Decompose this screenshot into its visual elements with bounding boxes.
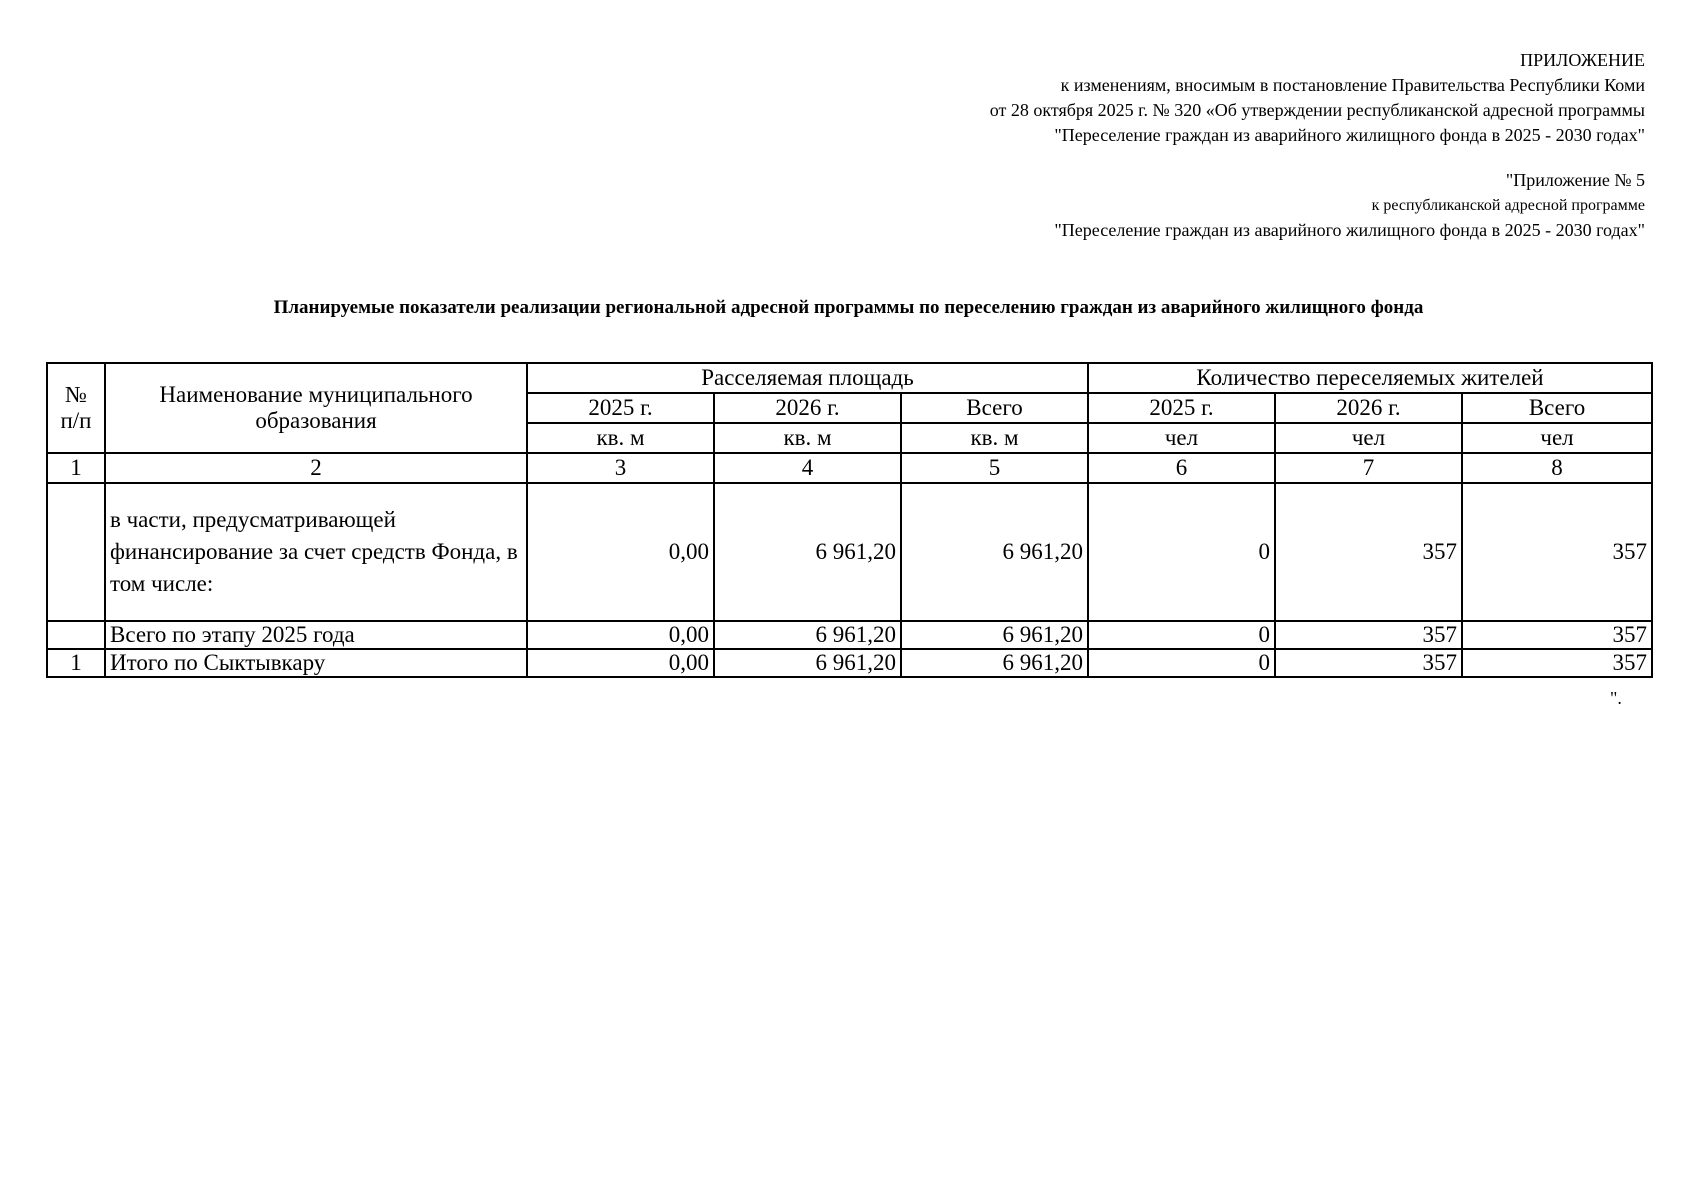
people-2025-value: 0 (1088, 483, 1275, 621)
table-row (47, 649, 1652, 677)
column-number: 5 (901, 453, 1088, 483)
column-number: 8 (1462, 453, 1652, 483)
header-area-group: Расселяемая площадь (527, 363, 1088, 393)
row-name: Итого по Сыктывкару (105, 649, 527, 677)
people-total-value: 357 (1462, 483, 1652, 621)
area-2025-value: 0,00 (527, 621, 714, 649)
column-number: 2 (105, 453, 527, 483)
unit-people-2026: чел (1275, 423, 1462, 453)
header-municipality-name: Наименование муниципального образования (105, 363, 527, 453)
resolution-reference: от 28 октября 2025 г. № 320 «Об утверждении республиканской адресной программы (989, 100, 1645, 120)
annex-program-name: "Переселение граждан из аварийного жилищного фонда в 2025 - 2030 годах" (1054, 220, 1645, 240)
header-number (47, 363, 105, 453)
area-total-value: 6 961,20 (901, 621, 1088, 649)
unit-area-2025: кв. м (527, 423, 714, 453)
people-2026-value: 357 (1275, 649, 1462, 677)
unit-area-total: кв. м (901, 423, 1088, 453)
header-number-abbr: п/п (60, 408, 92, 433)
row-number: 1 (47, 649, 105, 677)
header-people-group: Количество переселяемых жителей (1088, 363, 1652, 393)
area-2026-value: 6 961,20 (714, 483, 901, 621)
document-title: Планируемые показатели реализации региональной адресной программы по переселению граждан из аварийного жилищного фонда (273, 297, 1424, 318)
people-2025-value: 0 (1088, 649, 1275, 677)
header-people-2026: 2026 г. (1275, 393, 1462, 423)
area-2026-value: 6 961,20 (714, 621, 901, 649)
appendix-label: ПРИЛОЖЕНИЕ (1520, 50, 1645, 70)
row-name: в части, предусматривающей финансирование за счет средств Фонда, в том числе: (105, 483, 527, 621)
unit-people-2025: чел (1088, 423, 1275, 453)
annex-number: "Приложение № 5 (1505, 170, 1645, 190)
area-total-value: 6 961,20 (901, 483, 1088, 621)
header-area-total: Всего (901, 393, 1088, 423)
annex-reference: к республиканской адресной программе (1371, 197, 1645, 214)
column-number: 6 (1088, 453, 1275, 483)
header-people-2025: 2025 г. (1088, 393, 1275, 423)
header-area-2025: 2025 г. (527, 393, 714, 423)
row-name: Всего по этапу 2025 года (105, 621, 527, 649)
unit-people-total: чел (1462, 423, 1652, 453)
area-2025-value: 0,00 (527, 649, 714, 677)
header-area-2026: 2026 г. (714, 393, 901, 423)
closing-quote-mark: ". (1610, 688, 1622, 708)
row-number (47, 483, 105, 621)
program-name: "Переселение граждан из аварийного жилищного фонда в 2025 - 2030 годах" (1054, 125, 1645, 145)
area-2026-value: 6 961,20 (714, 649, 901, 677)
table-row (47, 483, 1652, 621)
unit-area-2026: кв. м (714, 423, 901, 453)
header-people-total: Всего (1462, 393, 1652, 423)
people-total-value: 357 (1462, 621, 1652, 649)
appendix-header (990, 48, 1645, 243)
table-row (47, 621, 1652, 649)
column-number: 1 (47, 453, 105, 483)
header-spacer (990, 148, 1645, 168)
people-2026-value: 357 (1275, 621, 1462, 649)
people-2025-value: 0 (1088, 621, 1275, 649)
people-total-value: 357 (1462, 649, 1652, 677)
column-number: 4 (714, 453, 901, 483)
area-total-value: 6 961,20 (901, 649, 1088, 677)
area-2025-value: 0,00 (527, 483, 714, 621)
people-2026-value: 357 (1275, 483, 1462, 621)
indicators-table (46, 362, 1653, 678)
header-number-sign: № (65, 382, 87, 407)
header-row-groups (47, 363, 1652, 393)
amendment-reference: к изменениям, вносимым в постановление Правительства Республики Коми (1060, 75, 1645, 95)
column-number: 3 (527, 453, 714, 483)
column-numbers-row (47, 453, 1652, 483)
row-number (47, 621, 105, 649)
column-number: 7 (1275, 453, 1462, 483)
